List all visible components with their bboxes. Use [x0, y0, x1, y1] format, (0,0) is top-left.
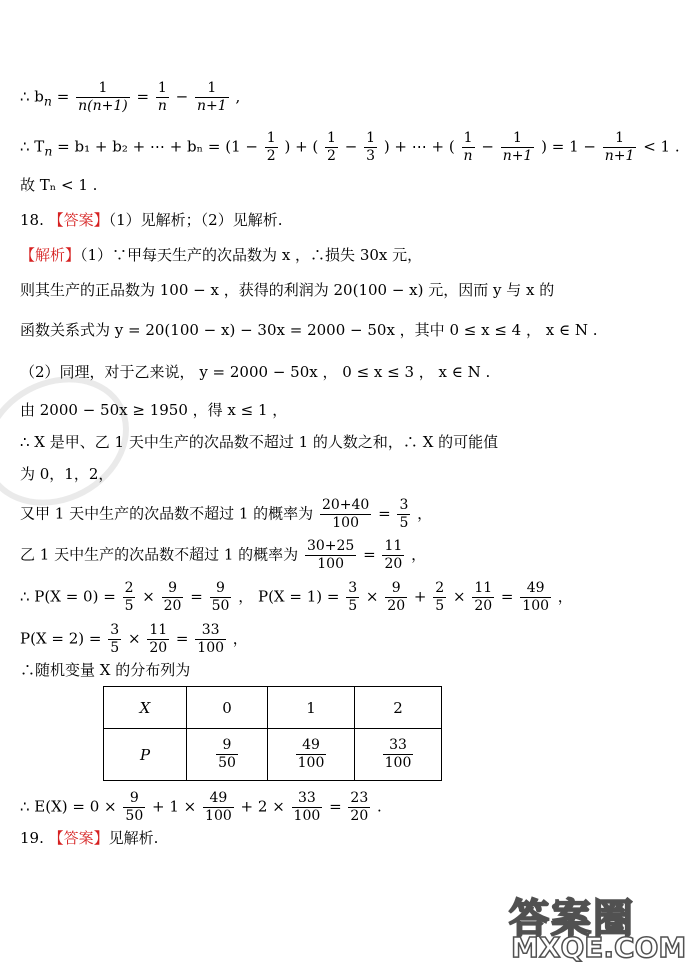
- text: ，: [232, 629, 248, 648]
- analysis-tag: 【解析】: [20, 246, 81, 264]
- fraction: $\frac{30+25}{100}$: [306, 538, 355, 572]
- analysis-line-2: 则其生产的正品数为 100 − x ，获得的利润为 20(100 − x) 元，因而 y 与 x 的: [20, 281, 555, 299]
- table-row: [104, 729, 442, 781]
- text: =: [190, 587, 203, 606]
- text: +: [413, 587, 427, 606]
- table-cell: $\frac{49}{100}$: [268, 729, 355, 781]
- text: ) + (: [284, 137, 319, 156]
- text: ，: [417, 504, 433, 523]
- site-watermark-logo: [503, 885, 687, 965]
- table-row: [104, 687, 442, 729]
- text: ∴ T: [20, 137, 45, 156]
- text: ×: [127, 629, 141, 648]
- prob-yi-line: [20, 538, 426, 573]
- answer-tag: 【答案】: [48, 829, 109, 847]
- text: =: [175, 629, 189, 648]
- fraction: $\frac{3}{5}$: [110, 622, 120, 656]
- fraction: $\frac{11}{20}$: [384, 538, 403, 572]
- text: −: [175, 87, 189, 106]
- distribution-label: ∴随机变量 X 的分布列为: [20, 661, 191, 679]
- text: −: [481, 137, 494, 156]
- analysis-line-3: 函数关系式为 y = 20(100 − x) − 30x = 2000 − 50x ，其中 0 ≤ x ≤ 4 ， x ∈ N .: [20, 321, 598, 339]
- analysis-line-5: 由 2000 − 50x ≥ 1950 ，得 x ≤ 1 ，: [20, 401, 288, 419]
- fraction: $\frac{2}{5}$: [435, 580, 445, 614]
- text: ，: [411, 545, 427, 564]
- fraction: $\frac{9}{50}$: [211, 580, 230, 614]
- table-cell: X: [104, 687, 187, 729]
- text: ∴ b: [20, 87, 44, 106]
- text: = b₁ + b₂ + ⋯ + bₙ = (1 −: [52, 137, 258, 156]
- q19-answer: [20, 828, 158, 848]
- fraction: $\frac{23}{20}$: [350, 790, 369, 824]
- text: ×: [365, 587, 379, 606]
- fraction: $\frac{3}{5}$: [348, 580, 358, 614]
- text: ∴ P(X = 0) =: [20, 587, 116, 606]
- fraction: $\frac{1}{n+1}$: [197, 80, 227, 114]
- table-cell: $\frac{9}{50}$: [187, 729, 268, 781]
- question-number: 18.: [20, 211, 49, 229]
- text: P(X = 2) =: [20, 629, 102, 648]
- fraction: $\frac{11}{20}$: [149, 622, 168, 656]
- fraction: $\frac{1}{n(n+1)}$: [78, 80, 128, 114]
- fraction: $\frac{49}{100}$: [205, 790, 232, 824]
- question-number: 19.: [20, 829, 49, 847]
- bn-formula: [20, 80, 240, 115]
- text: ×: [452, 587, 466, 606]
- table-cell: $\frac{33}{100}$: [355, 729, 442, 781]
- table-cell: 1: [268, 687, 355, 729]
- text: =: [500, 587, 514, 606]
- px2-line: [20, 622, 248, 657]
- text: ×: [142, 587, 155, 606]
- fraction: $\frac{1}{2}$: [327, 130, 336, 164]
- text: + 2 ×: [240, 797, 285, 816]
- tn-formula: [20, 130, 680, 165]
- fraction: $\frac{33}{100}$: [197, 622, 225, 656]
- text: ) = 1 −: [541, 137, 596, 156]
- fraction: $\frac{1}{3}$: [366, 130, 376, 164]
- text: =: [378, 504, 391, 523]
- text: ∴ E(X) = 0 ×: [20, 797, 117, 816]
- watermark-url: MXQE.COM: [511, 931, 687, 964]
- text: ) + ⋯ + (: [383, 137, 455, 156]
- prob-jia-line: [20, 497, 432, 532]
- text: < 1 .: [643, 137, 680, 156]
- watermark-title: 答案圈: [509, 896, 635, 942]
- fraction: $\frac{1}{2}$: [266, 130, 276, 164]
- table-cell: 0: [187, 687, 268, 729]
- fraction: $\frac{9}{20}$: [163, 580, 182, 614]
- text: =: [51, 87, 70, 106]
- analysis-line-1: [20, 245, 422, 265]
- analysis-line-6: ∴ X 是甲、乙 1 天中生产的次品数不超过 1 的人数之和，∴ X 的可能值: [20, 433, 499, 451]
- fraction: $\frac{1}{n}$: [157, 80, 167, 114]
- fraction: $\frac{3}{5}$: [399, 497, 409, 531]
- fraction: $\frac{20+40}{100}$: [321, 497, 370, 531]
- fraction: $\frac{9}{20}$: [387, 580, 406, 614]
- text: 乙 1 天中生产的次品数不超过 1 的概率为: [20, 545, 299, 564]
- table-cell: P: [104, 729, 187, 781]
- text: ，: [557, 587, 573, 606]
- text: .: [377, 797, 382, 816]
- fraction: $\frac{2}{5}$: [124, 580, 134, 614]
- text: 又甲 1 天中生产的次品数不超过 1 的概率为: [20, 504, 314, 523]
- text: −: [344, 137, 358, 156]
- fraction: $\frac{1}{n+1}$: [604, 130, 635, 164]
- q18-answer: [20, 210, 283, 230]
- text: ,: [235, 87, 241, 106]
- px0-px1-line: [20, 580, 573, 615]
- text: ， P(X = 1) =: [238, 587, 340, 606]
- text: + 1 ×: [152, 797, 197, 816]
- fraction: $\frac{49}{100}$: [522, 580, 550, 614]
- text: n: [43, 93, 52, 109]
- answer-text: （1）见解析；（2）见解析.: [108, 211, 283, 229]
- table-cell: 2: [355, 687, 442, 729]
- text: =: [136, 87, 150, 106]
- fraction: $\frac{33}{100}$: [293, 790, 321, 824]
- answer-text: 见解析.: [108, 829, 159, 847]
- fraction: $\frac{1}{n}$: [463, 130, 473, 164]
- distribution-table: [103, 686, 442, 781]
- analysis-line-4: （2）同理，对于乙来说， y = 2000 − 50x ， 0 ≤ x ≤ 3 ， x ∈ N .: [20, 363, 491, 381]
- analysis-line-7: 为 0，1，2，: [20, 465, 114, 483]
- fraction: $\frac{1}{n+1}$: [502, 130, 533, 164]
- answer-tag: 【答案】: [48, 211, 109, 229]
- fraction: $\frac{11}{20}$: [474, 580, 493, 614]
- conclusion-line: 故 Tₙ < 1 .: [20, 176, 98, 194]
- text: n: [44, 143, 53, 159]
- analysis-text: （1）∵甲每天生产的次品数为 x ，∴损失 30x 元，: [80, 246, 423, 264]
- fraction: $\frac{9}{50}$: [125, 790, 144, 824]
- text: =: [329, 797, 342, 816]
- expectation-line: [20, 790, 382, 825]
- text: =: [363, 545, 376, 564]
